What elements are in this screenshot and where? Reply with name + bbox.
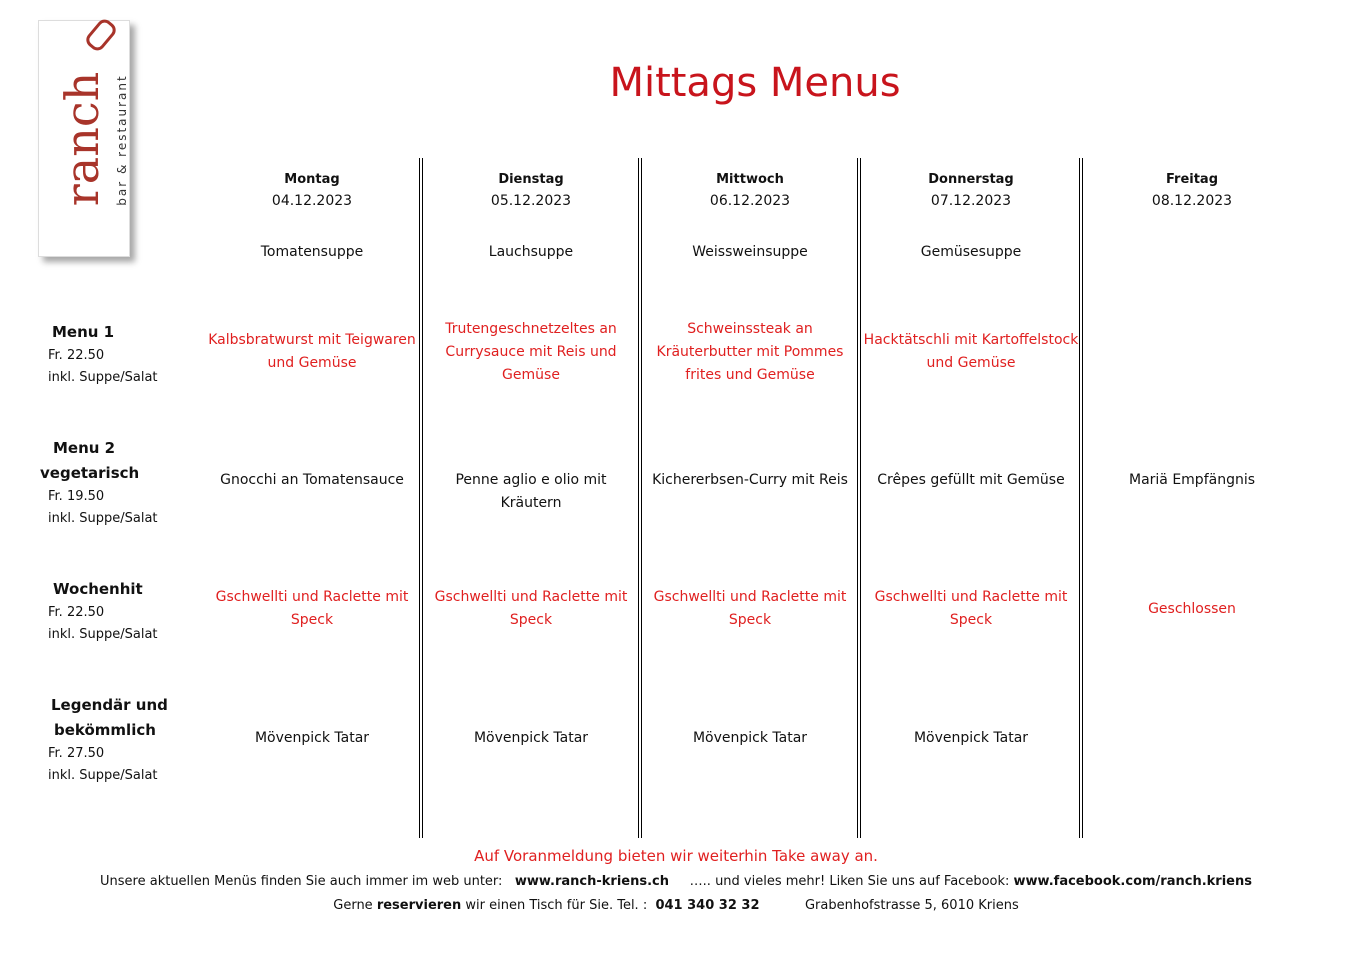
row-title: Wochenhit [53, 580, 143, 598]
day-name: Freitag [1165, 172, 1219, 187]
row-label-wochenhit [40, 577, 190, 646]
day-name: Mittwoch [716, 172, 784, 187]
row-incl: inkl. Suppe/Salat [48, 627, 158, 642]
facebook-prefix: ….. und vieles mehr! Liken Sie uns auf Facebook: [689, 874, 1010, 889]
row-price: Fr. 22.50 [48, 348, 105, 363]
row-price: Fr. 27.50 [48, 746, 105, 761]
row-price: Fr. 19.50 [48, 489, 105, 504]
reservation-text-1: Gerne [333, 898, 373, 913]
menu1-monday: Kalbsbratwurst mit Teigwaren und Gemüse [208, 332, 416, 371]
row-title: Menu 1 [52, 323, 115, 341]
footer-web-line [0, 874, 1352, 889]
row-incl: inkl. Suppe/Salat [48, 370, 158, 385]
restaurant-logo [38, 20, 130, 257]
row-incl: inkl. Suppe/Salat [48, 768, 158, 783]
takeaway-note: Auf Voranmeldung bieten wir weiterhin Take away an. [474, 847, 878, 865]
web-link[interactable]: www.ranch-kriens.ch [514, 874, 669, 889]
wochenhit-wednesday: Gschwellti und Raclette mit Speck [653, 589, 847, 628]
wochenhit-tuesday: Gschwellti und Raclette mit Speck [434, 589, 628, 628]
soup-monday: Tomatensuppe [260, 244, 364, 260]
reservation-text-2: wir einen Tisch für Sie. Tel. : [465, 898, 648, 913]
day-header-thursday [861, 172, 1081, 209]
day-date: 07.12.2023 [930, 193, 1012, 209]
web-prefix: Unsere aktuellen Menüs finden Sie auch immer im web unter: [100, 874, 503, 889]
column-divider [1079, 158, 1083, 838]
menu2-thursday: Crêpes gefüllt mit Gemüse [877, 472, 1065, 488]
legendaer-wednesday: Mövenpick Tatar [692, 730, 808, 746]
legendaer-tuesday: Mövenpick Tatar [473, 730, 589, 746]
reservation-bold: reservieren [376, 898, 462, 913]
facebook-link[interactable]: www.facebook.com/ranch.kriens [1013, 874, 1252, 889]
menu2-wednesday: Kichererbsen-Curry mit Reis [652, 472, 848, 488]
day-date: 08.12.2023 [1151, 193, 1233, 209]
menu2-friday: Mariä Empfängnis [1128, 472, 1256, 488]
row-incl: inkl. Suppe/Salat [48, 511, 158, 526]
wochenhit-friday: Geschlossen [1148, 601, 1236, 617]
day-header-monday [202, 172, 422, 209]
day-name: Donnerstag [928, 172, 1014, 187]
menu1-tuesday: Trutengeschnetzeltes an Currysauce mit Reis und Gemüse [445, 321, 617, 383]
day-name: Montag [284, 172, 340, 187]
menu1-wednesday: Schweinssteak an Kräuterbutter mit Pommes frites und Gemüse [656, 321, 844, 383]
row-title: Legendär und [51, 696, 168, 714]
row-label-menu1 [48, 320, 202, 389]
menu1-thursday: Hacktätschli mit Kartoffelstock und Gemüse [863, 332, 1079, 371]
row-label-legendaer [40, 693, 190, 787]
page-title: Mittags Menus [609, 60, 901, 106]
row-price: Fr. 22.50 [48, 605, 105, 620]
soup-wednesday: Weissweinsuppe [692, 244, 808, 260]
row-label-menu2 [40, 436, 190, 530]
menu2-tuesday: Penne aglio e olio mit Kräutern [455, 472, 607, 511]
legendaer-monday: Mövenpick Tatar [254, 730, 370, 746]
wochenhit-monday: Gschwellti und Raclette mit Speck [215, 589, 409, 628]
day-name: Dienstag [498, 172, 564, 187]
day-header-friday [1082, 172, 1302, 209]
row-title-2: vegetarisch [40, 464, 140, 482]
logo-mark-icon [83, 16, 119, 53]
day-header-wednesday [640, 172, 860, 209]
soup-thursday: Gemüsesuppe [920, 244, 1022, 260]
footer-reservation-line [0, 898, 1352, 913]
day-date: 04.12.2023 [271, 193, 353, 209]
legendaer-thursday: Mövenpick Tatar [913, 730, 1029, 746]
logo-subtitle: bar & restaurant [115, 74, 129, 206]
logo-word: ranch [55, 71, 109, 207]
row-title: Menu 2 [53, 439, 116, 457]
row-title-2: bekömmlich [54, 721, 156, 739]
day-header-tuesday [421, 172, 641, 209]
menu2-monday: Gnocchi an Tomatensauce [220, 472, 404, 488]
wochenhit-thursday: Gschwellti und Raclette mit Speck [874, 589, 1068, 628]
phone-number[interactable]: 041 340 32 32 [655, 898, 760, 913]
day-date: 06.12.2023 [709, 193, 791, 209]
address: Grabenhofstrasse 5, 6010 Kriens [804, 898, 1019, 913]
soup-tuesday: Lauchsuppe [488, 244, 574, 260]
day-date: 05.12.2023 [490, 193, 572, 209]
